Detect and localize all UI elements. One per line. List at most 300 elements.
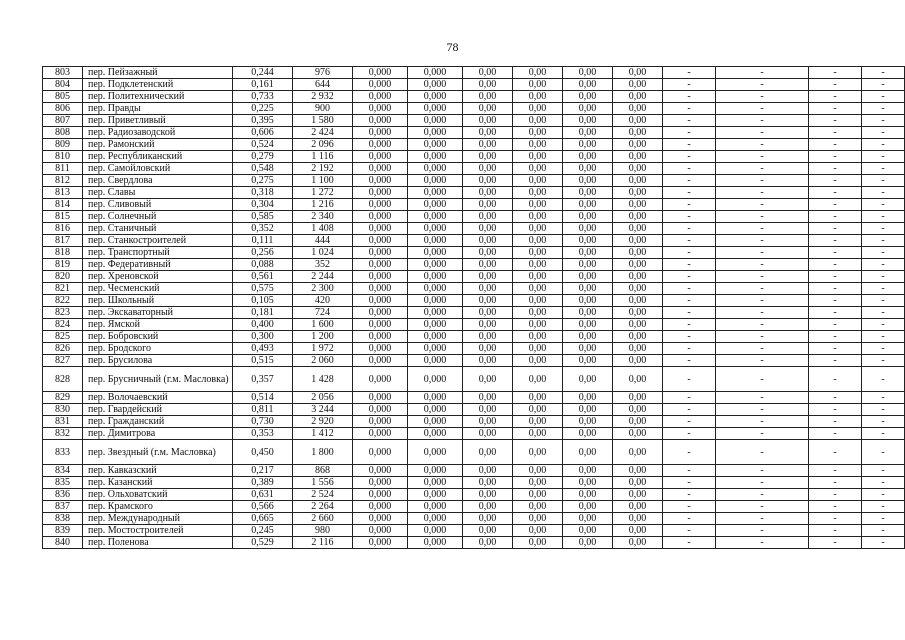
value-col-10: 0,00 bbox=[613, 343, 663, 355]
value-col-7: 0,00 bbox=[463, 283, 513, 295]
dash-col-13: - bbox=[809, 331, 862, 343]
value-col-5: 0,000 bbox=[353, 465, 408, 477]
value-col-9: 0,00 bbox=[563, 416, 613, 428]
value-col-6: 0,000 bbox=[408, 91, 463, 103]
value-col-7: 0,00 bbox=[463, 175, 513, 187]
area-value: 2 424 bbox=[293, 127, 353, 139]
dash-col-14: - bbox=[862, 199, 905, 211]
value-col-10: 0,00 bbox=[613, 525, 663, 537]
length-value: 0,181 bbox=[233, 307, 293, 319]
area-value: 2 116 bbox=[293, 537, 353, 549]
value-col-9: 0,00 bbox=[563, 355, 613, 367]
value-col-10: 0,00 bbox=[613, 477, 663, 489]
dash-col-13: - bbox=[809, 355, 862, 367]
value-col-6: 0,000 bbox=[408, 416, 463, 428]
dash-col-12: - bbox=[716, 343, 809, 355]
dash-col-11: - bbox=[663, 307, 716, 319]
dash-col-11: - bbox=[663, 537, 716, 549]
area-value: 1 800 bbox=[293, 440, 353, 465]
dash-col-12: - bbox=[716, 103, 809, 115]
length-value: 0,275 bbox=[233, 175, 293, 187]
value-col-5: 0,000 bbox=[353, 537, 408, 549]
area-value: 420 bbox=[293, 295, 353, 307]
row-number: 803 bbox=[43, 67, 83, 79]
value-col-6: 0,000 bbox=[408, 271, 463, 283]
dash-col-14: - bbox=[862, 428, 905, 440]
value-col-7: 0,00 bbox=[463, 91, 513, 103]
dash-col-11: - bbox=[663, 404, 716, 416]
value-col-7: 0,00 bbox=[463, 392, 513, 404]
dash-col-13: - bbox=[809, 223, 862, 235]
value-col-8: 0,00 bbox=[513, 175, 563, 187]
dash-col-13: - bbox=[809, 307, 862, 319]
value-col-5: 0,000 bbox=[353, 367, 408, 392]
street-name: пер. Брусилова bbox=[83, 355, 233, 367]
value-col-8: 0,00 bbox=[513, 307, 563, 319]
area-value: 444 bbox=[293, 235, 353, 247]
dash-col-11: - bbox=[663, 343, 716, 355]
value-col-8: 0,00 bbox=[513, 67, 563, 79]
value-col-8: 0,00 bbox=[513, 139, 563, 151]
dash-col-11: - bbox=[663, 331, 716, 343]
area-value: 2 920 bbox=[293, 416, 353, 428]
value-col-8: 0,00 bbox=[513, 271, 563, 283]
value-col-5: 0,000 bbox=[353, 151, 408, 163]
street-name: пер. Радиозаводской bbox=[83, 127, 233, 139]
value-col-7: 0,00 bbox=[463, 127, 513, 139]
street-name: пер. Бродского bbox=[83, 343, 233, 355]
table-row bbox=[43, 127, 905, 139]
row-number: 825 bbox=[43, 331, 83, 343]
value-col-8: 0,00 bbox=[513, 283, 563, 295]
dash-col-13: - bbox=[809, 79, 862, 91]
value-col-7: 0,00 bbox=[463, 103, 513, 115]
area-value: 724 bbox=[293, 307, 353, 319]
dash-col-14: - bbox=[862, 295, 905, 307]
row-number: 836 bbox=[43, 489, 83, 501]
value-col-8: 0,00 bbox=[513, 355, 563, 367]
dash-col-13: - bbox=[809, 392, 862, 404]
area-value: 868 bbox=[293, 465, 353, 477]
dash-col-11: - bbox=[663, 465, 716, 477]
value-col-6: 0,000 bbox=[408, 199, 463, 211]
table-row bbox=[43, 211, 905, 223]
value-col-5: 0,000 bbox=[353, 259, 408, 271]
dash-col-14: - bbox=[862, 343, 905, 355]
table-body bbox=[43, 67, 905, 549]
dash-col-12: - bbox=[716, 440, 809, 465]
row-number: 832 bbox=[43, 428, 83, 440]
street-name: пер. Экскаваторный bbox=[83, 307, 233, 319]
value-col-6: 0,000 bbox=[408, 537, 463, 549]
table-row bbox=[43, 537, 905, 549]
value-col-10: 0,00 bbox=[613, 501, 663, 513]
length-value: 0,665 bbox=[233, 513, 293, 525]
value-col-7: 0,00 bbox=[463, 367, 513, 392]
value-col-6: 0,000 bbox=[408, 223, 463, 235]
row-number: 830 bbox=[43, 404, 83, 416]
dash-col-14: - bbox=[862, 283, 905, 295]
length-value: 0,631 bbox=[233, 489, 293, 501]
dash-col-11: - bbox=[663, 247, 716, 259]
value-col-7: 0,00 bbox=[463, 513, 513, 525]
dash-col-14: - bbox=[862, 103, 905, 115]
value-col-7: 0,00 bbox=[463, 307, 513, 319]
value-col-8: 0,00 bbox=[513, 465, 563, 477]
length-value: 0,606 bbox=[233, 127, 293, 139]
value-col-7: 0,00 bbox=[463, 295, 513, 307]
value-col-6: 0,000 bbox=[408, 428, 463, 440]
dash-col-12: - bbox=[716, 211, 809, 223]
value-col-8: 0,00 bbox=[513, 537, 563, 549]
street-name: пер. Славы bbox=[83, 187, 233, 199]
street-name: пер. Димитрова bbox=[83, 428, 233, 440]
value-col-6: 0,000 bbox=[408, 283, 463, 295]
table-row bbox=[43, 259, 905, 271]
value-col-7: 0,00 bbox=[463, 223, 513, 235]
dash-col-14: - bbox=[862, 271, 905, 283]
dash-col-11: - bbox=[663, 525, 716, 537]
row-number: 816 bbox=[43, 223, 83, 235]
table-row bbox=[43, 67, 905, 79]
value-col-10: 0,00 bbox=[613, 307, 663, 319]
street-name: пер. Правды bbox=[83, 103, 233, 115]
dash-col-14: - bbox=[862, 489, 905, 501]
street-name: пер. Звездный (г.м. Масловка) bbox=[83, 440, 233, 465]
dash-col-13: - bbox=[809, 247, 862, 259]
value-col-10: 0,00 bbox=[613, 139, 663, 151]
value-col-5: 0,000 bbox=[353, 247, 408, 259]
dash-col-13: - bbox=[809, 295, 862, 307]
value-col-8: 0,00 bbox=[513, 319, 563, 331]
dash-col-14: - bbox=[862, 151, 905, 163]
value-col-9: 0,00 bbox=[563, 67, 613, 79]
table-row bbox=[43, 428, 905, 440]
dash-col-14: - bbox=[862, 525, 905, 537]
dash-col-13: - bbox=[809, 235, 862, 247]
value-col-5: 0,000 bbox=[353, 331, 408, 343]
dash-col-14: - bbox=[862, 440, 905, 465]
dash-col-14: - bbox=[862, 127, 905, 139]
street-name: пер. Волочаевский bbox=[83, 392, 233, 404]
value-col-9: 0,00 bbox=[563, 489, 613, 501]
value-col-6: 0,000 bbox=[408, 404, 463, 416]
value-col-6: 0,000 bbox=[408, 115, 463, 127]
value-col-8: 0,00 bbox=[513, 428, 563, 440]
street-name: пер. Рамонский bbox=[83, 139, 233, 151]
value-col-6: 0,000 bbox=[408, 247, 463, 259]
value-col-10: 0,00 bbox=[613, 151, 663, 163]
row-number: 840 bbox=[43, 537, 83, 549]
dash-col-11: - bbox=[663, 513, 716, 525]
value-col-8: 0,00 bbox=[513, 367, 563, 392]
table-row bbox=[43, 295, 905, 307]
value-col-5: 0,000 bbox=[353, 139, 408, 151]
table-row bbox=[43, 163, 905, 175]
value-col-7: 0,00 bbox=[463, 67, 513, 79]
row-number: 820 bbox=[43, 271, 83, 283]
row-number: 819 bbox=[43, 259, 83, 271]
value-col-9: 0,00 bbox=[563, 465, 613, 477]
value-col-7: 0,00 bbox=[463, 187, 513, 199]
row-number: 828 bbox=[43, 367, 83, 392]
street-name: пер. Гражданский bbox=[83, 416, 233, 428]
table-row bbox=[43, 501, 905, 513]
dash-col-14: - bbox=[862, 187, 905, 199]
value-col-7: 0,00 bbox=[463, 271, 513, 283]
value-col-8: 0,00 bbox=[513, 489, 563, 501]
table-row bbox=[43, 115, 905, 127]
dash-col-13: - bbox=[809, 139, 862, 151]
value-col-5: 0,000 bbox=[353, 295, 408, 307]
value-col-10: 0,00 bbox=[613, 295, 663, 307]
value-col-10: 0,00 bbox=[613, 247, 663, 259]
value-col-9: 0,00 bbox=[563, 247, 613, 259]
length-value: 0,811 bbox=[233, 404, 293, 416]
dash-col-12: - bbox=[716, 163, 809, 175]
value-col-9: 0,00 bbox=[563, 295, 613, 307]
value-col-6: 0,000 bbox=[408, 79, 463, 91]
area-value: 2 300 bbox=[293, 283, 353, 295]
value-col-6: 0,000 bbox=[408, 307, 463, 319]
length-value: 0,161 bbox=[233, 79, 293, 91]
length-value: 0,304 bbox=[233, 199, 293, 211]
value-col-9: 0,00 bbox=[563, 513, 613, 525]
dash-col-11: - bbox=[663, 223, 716, 235]
dash-col-12: - bbox=[716, 247, 809, 259]
value-col-7: 0,00 bbox=[463, 489, 513, 501]
value-col-10: 0,00 bbox=[613, 331, 663, 343]
value-col-9: 0,00 bbox=[563, 307, 613, 319]
length-value: 0,493 bbox=[233, 343, 293, 355]
dash-col-11: - bbox=[663, 501, 716, 513]
area-value: 1 116 bbox=[293, 151, 353, 163]
row-number: 806 bbox=[43, 103, 83, 115]
row-number: 835 bbox=[43, 477, 83, 489]
value-col-6: 0,000 bbox=[408, 465, 463, 477]
value-col-7: 0,00 bbox=[463, 319, 513, 331]
value-col-8: 0,00 bbox=[513, 440, 563, 465]
dash-col-12: - bbox=[716, 428, 809, 440]
length-value: 0,245 bbox=[233, 525, 293, 537]
value-col-8: 0,00 bbox=[513, 501, 563, 513]
area-value: 2 056 bbox=[293, 392, 353, 404]
value-col-6: 0,000 bbox=[408, 259, 463, 271]
dash-col-12: - bbox=[716, 416, 809, 428]
value-col-7: 0,00 bbox=[463, 537, 513, 549]
street-name: пер. Солнечный bbox=[83, 211, 233, 223]
dash-col-11: - bbox=[663, 163, 716, 175]
value-col-10: 0,00 bbox=[613, 259, 663, 271]
dash-col-12: - bbox=[716, 139, 809, 151]
table-row bbox=[43, 319, 905, 331]
value-col-6: 0,000 bbox=[408, 489, 463, 501]
street-name: пер. Транспортный bbox=[83, 247, 233, 259]
dash-col-11: - bbox=[663, 187, 716, 199]
street-name: пер. Хреновской bbox=[83, 271, 233, 283]
page-number: 78 bbox=[446, 40, 459, 54]
table-row bbox=[43, 199, 905, 211]
dash-col-11: - bbox=[663, 115, 716, 127]
value-col-6: 0,000 bbox=[408, 151, 463, 163]
dash-col-13: - bbox=[809, 211, 862, 223]
value-col-9: 0,00 bbox=[563, 392, 613, 404]
table-row bbox=[43, 139, 905, 151]
length-value: 0,450 bbox=[233, 440, 293, 465]
dash-col-14: - bbox=[862, 416, 905, 428]
value-col-5: 0,000 bbox=[353, 513, 408, 525]
value-col-8: 0,00 bbox=[513, 343, 563, 355]
length-value: 0,105 bbox=[233, 295, 293, 307]
value-col-9: 0,00 bbox=[563, 271, 613, 283]
dash-col-12: - bbox=[716, 537, 809, 549]
street-name: пер. Гвардейский bbox=[83, 404, 233, 416]
value-col-9: 0,00 bbox=[563, 199, 613, 211]
dash-col-13: - bbox=[809, 440, 862, 465]
value-col-10: 0,00 bbox=[613, 367, 663, 392]
value-col-10: 0,00 bbox=[613, 428, 663, 440]
value-col-10: 0,00 bbox=[613, 355, 663, 367]
value-col-7: 0,00 bbox=[463, 235, 513, 247]
dash-col-11: - bbox=[663, 67, 716, 79]
table-row bbox=[43, 477, 905, 489]
dash-col-14: - bbox=[862, 477, 905, 489]
value-col-9: 0,00 bbox=[563, 211, 613, 223]
row-number: 824 bbox=[43, 319, 83, 331]
length-value: 0,256 bbox=[233, 247, 293, 259]
row-number: 814 bbox=[43, 199, 83, 211]
dash-col-14: - bbox=[862, 247, 905, 259]
value-col-9: 0,00 bbox=[563, 235, 613, 247]
length-value: 0,244 bbox=[233, 67, 293, 79]
length-value: 0,353 bbox=[233, 428, 293, 440]
table-row bbox=[43, 440, 905, 465]
dash-col-13: - bbox=[809, 537, 862, 549]
value-col-6: 0,000 bbox=[408, 525, 463, 537]
street-name: пер. Бобровский bbox=[83, 331, 233, 343]
length-value: 0,111 bbox=[233, 235, 293, 247]
dash-col-12: - bbox=[716, 367, 809, 392]
table-row bbox=[43, 525, 905, 537]
street-name: пер. Школьный bbox=[83, 295, 233, 307]
value-col-6: 0,000 bbox=[408, 187, 463, 199]
dash-col-11: - bbox=[663, 199, 716, 211]
dash-col-14: - bbox=[862, 355, 905, 367]
dash-col-11: - bbox=[663, 139, 716, 151]
dash-col-12: - bbox=[716, 355, 809, 367]
value-col-6: 0,000 bbox=[408, 331, 463, 343]
value-col-10: 0,00 bbox=[613, 91, 663, 103]
value-col-5: 0,000 bbox=[353, 404, 408, 416]
dash-col-13: - bbox=[809, 103, 862, 115]
area-value: 900 bbox=[293, 103, 353, 115]
value-col-5: 0,000 bbox=[353, 392, 408, 404]
length-value: 0,529 bbox=[233, 537, 293, 549]
value-col-6: 0,000 bbox=[408, 211, 463, 223]
dash-col-12: - bbox=[716, 501, 809, 513]
value-col-5: 0,000 bbox=[353, 343, 408, 355]
value-col-5: 0,000 bbox=[353, 175, 408, 187]
dash-col-12: - bbox=[716, 295, 809, 307]
value-col-9: 0,00 bbox=[563, 163, 613, 175]
table-row bbox=[43, 513, 905, 525]
dash-col-12: - bbox=[716, 331, 809, 343]
area-value: 980 bbox=[293, 525, 353, 537]
dash-col-13: - bbox=[809, 151, 862, 163]
value-col-7: 0,00 bbox=[463, 404, 513, 416]
value-col-10: 0,00 bbox=[613, 175, 663, 187]
value-col-5: 0,000 bbox=[353, 501, 408, 513]
data-table bbox=[42, 66, 905, 549]
street-name: пер. Станкостроителей bbox=[83, 235, 233, 247]
dash-col-11: - bbox=[663, 477, 716, 489]
dash-col-13: - bbox=[809, 127, 862, 139]
value-col-6: 0,000 bbox=[408, 163, 463, 175]
value-col-5: 0,000 bbox=[353, 489, 408, 501]
length-value: 0,515 bbox=[233, 355, 293, 367]
value-col-7: 0,00 bbox=[463, 163, 513, 175]
dash-col-13: - bbox=[809, 416, 862, 428]
street-name: пер. Ольховатский bbox=[83, 489, 233, 501]
street-name: пер. Ямской bbox=[83, 319, 233, 331]
value-col-10: 0,00 bbox=[613, 416, 663, 428]
table-row bbox=[43, 465, 905, 477]
value-col-6: 0,000 bbox=[408, 392, 463, 404]
table-row bbox=[43, 404, 905, 416]
table-row bbox=[43, 271, 905, 283]
value-col-9: 0,00 bbox=[563, 331, 613, 343]
value-col-5: 0,000 bbox=[353, 199, 408, 211]
dash-col-12: - bbox=[716, 489, 809, 501]
dash-col-12: - bbox=[716, 127, 809, 139]
dash-col-11: - bbox=[663, 271, 716, 283]
length-value: 0,585 bbox=[233, 211, 293, 223]
dash-col-12: - bbox=[716, 187, 809, 199]
value-col-9: 0,00 bbox=[563, 223, 613, 235]
street-name: пер. Подклетенский bbox=[83, 79, 233, 91]
length-value: 0,400 bbox=[233, 319, 293, 331]
dash-col-14: - bbox=[862, 307, 905, 319]
dash-col-14: - bbox=[862, 163, 905, 175]
table-row bbox=[43, 331, 905, 343]
value-col-10: 0,00 bbox=[613, 235, 663, 247]
value-col-9: 0,00 bbox=[563, 127, 613, 139]
value-col-5: 0,000 bbox=[353, 477, 408, 489]
dash-col-12: - bbox=[716, 307, 809, 319]
value-col-5: 0,000 bbox=[353, 163, 408, 175]
value-col-5: 0,000 bbox=[353, 235, 408, 247]
value-col-6: 0,000 bbox=[408, 355, 463, 367]
dash-col-14: - bbox=[862, 367, 905, 392]
value-col-8: 0,00 bbox=[513, 392, 563, 404]
area-value: 2 096 bbox=[293, 139, 353, 151]
value-col-8: 0,00 bbox=[513, 79, 563, 91]
value-col-7: 0,00 bbox=[463, 139, 513, 151]
row-number: 811 bbox=[43, 163, 83, 175]
dash-col-11: - bbox=[663, 392, 716, 404]
dash-col-13: - bbox=[809, 404, 862, 416]
dash-col-12: - bbox=[716, 91, 809, 103]
value-col-8: 0,00 bbox=[513, 115, 563, 127]
value-col-5: 0,000 bbox=[353, 211, 408, 223]
length-value: 0,561 bbox=[233, 271, 293, 283]
value-col-7: 0,00 bbox=[463, 151, 513, 163]
dash-col-11: - bbox=[663, 355, 716, 367]
table-row bbox=[43, 91, 905, 103]
value-col-8: 0,00 bbox=[513, 259, 563, 271]
dash-col-14: - bbox=[862, 175, 905, 187]
street-name: пер. Федеративный bbox=[83, 259, 233, 271]
